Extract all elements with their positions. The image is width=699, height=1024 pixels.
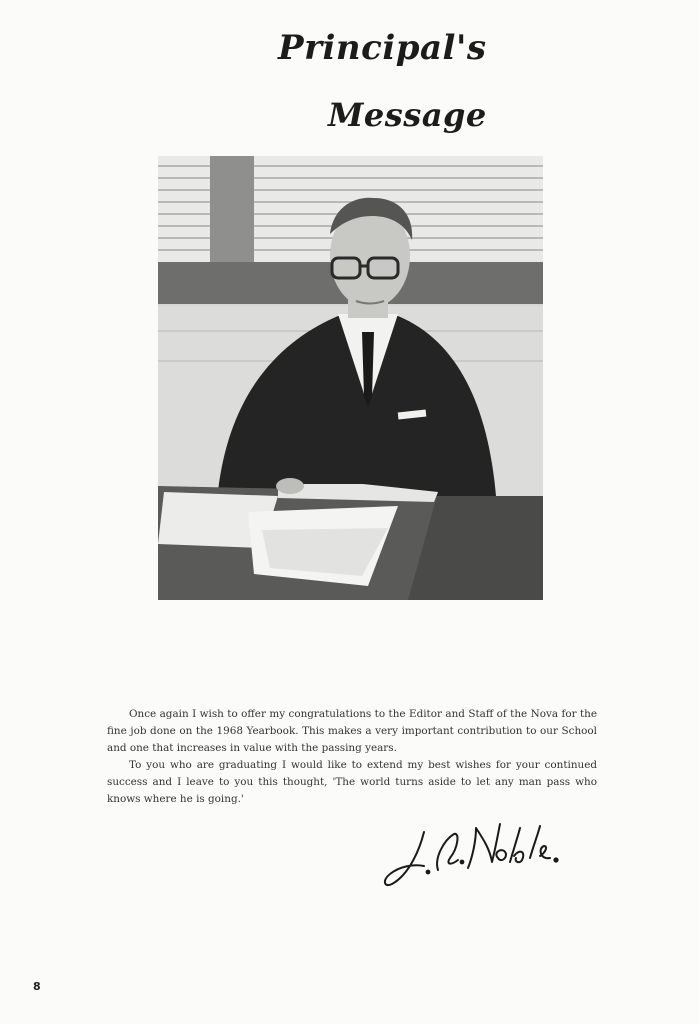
principal-message [107, 706, 597, 808]
heading-line-1: Principal's [278, 28, 487, 68]
desk [158, 478, 543, 600]
page-number: 8 [33, 980, 41, 993]
signature [380, 818, 580, 892]
message-paragraph-2: To you who are graduating I would like to extend my best wishes for your continued success and I leave to you this thought, 'The world turns aside to let any man pass who knows where he is going.' [107, 759, 597, 805]
message-paragraph-1: Once again I wish to offer my congratulations to the Editor and Staff of the Nova for the fine job done on the 1968 Yearbook. This makes a very important contribution to our School and one that increases in value with the passing years. [107, 708, 597, 754]
heading-line-2: Message [328, 96, 487, 134]
principal-photo [158, 156, 543, 600]
